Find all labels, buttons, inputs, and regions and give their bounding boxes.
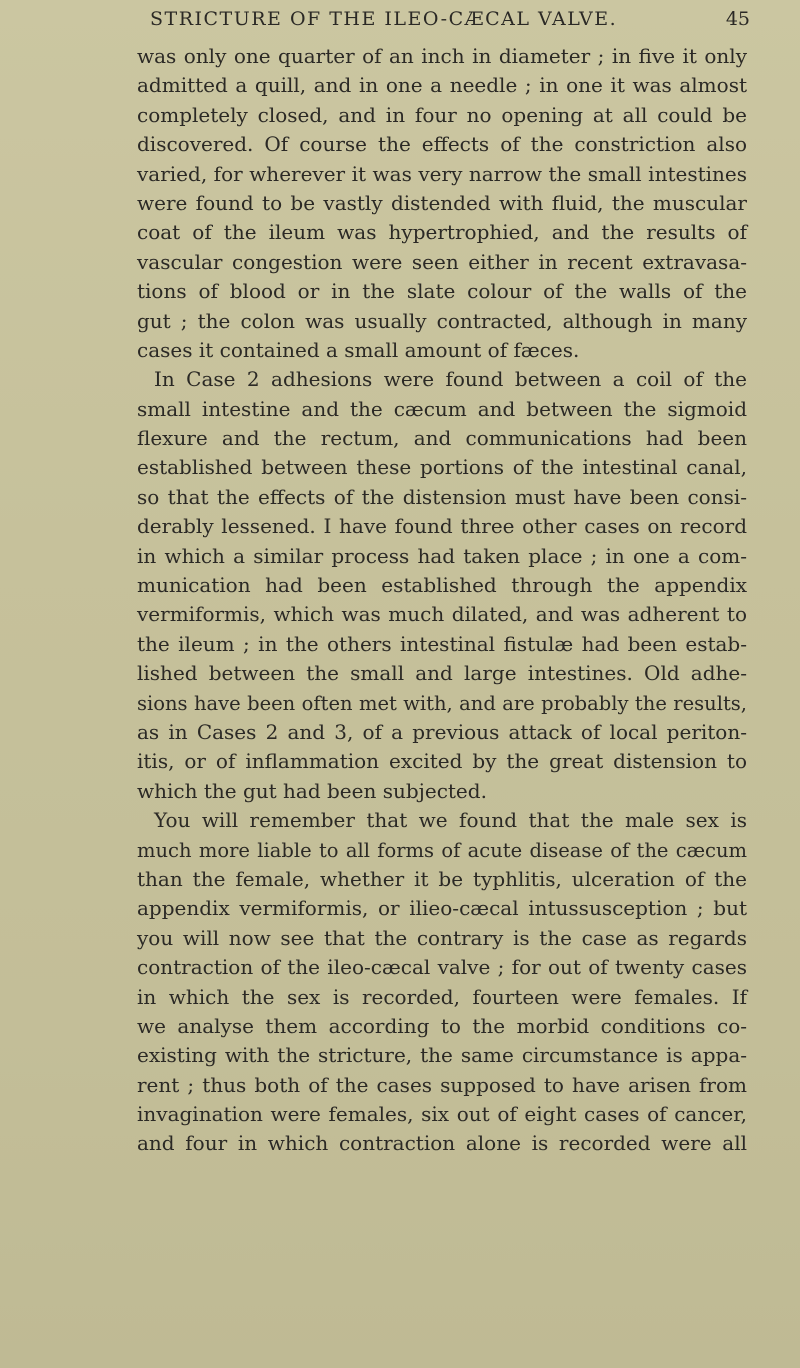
text-line: and four in which contraction alone is recorded were all <box>137 1131 747 1156</box>
text-line: tions of blood or in the slate colour of the walls of the <box>137 279 747 304</box>
text-line: derably lessened. I have found three other cases on record <box>137 514 747 539</box>
text-line: in which the sex is recorded, fourteen were females. If <box>137 984 747 1009</box>
text-line: sions have been often met with, and are probably the results, <box>137 691 747 715</box>
text-line: we analyse them according to the morbid conditions co- <box>137 1013 747 1038</box>
text-line: than the female, whether it be typhlitis, ulceration of the <box>137 866 747 891</box>
text-line: vermiformis, which was much dilated, and was adherent to <box>137 602 747 627</box>
text-line: cases it contained a small amount of fæces. <box>137 337 580 362</box>
text-line: established between these portions of the intestinal canal, <box>137 455 747 480</box>
text-line: in which a similar process had taken place ; in one a com- <box>137 543 747 568</box>
text-line: munication had been established through the appendix <box>137 573 747 598</box>
text-line: discovered. Of course the effects of the constriction also <box>137 132 747 157</box>
running-title: STRICTURE OF THE ILEO-CÆCAL VALVE. <box>150 8 618 30</box>
text-line: In Case 2 adhesions were found between a coil of the <box>154 367 747 392</box>
page-number: 45 <box>725 8 750 30</box>
text-line: vascular congestion were seen either in recent extravasa- <box>137 249 747 274</box>
text-line: appendix vermiformis, or ilieo-cæcal intussusception ; but <box>137 896 747 921</box>
text-line: rent ; thus both of the cases supposed to have arisen from <box>137 1072 747 1097</box>
text-line: lished between the small and large intestines. Old adhe- <box>137 661 747 686</box>
running-head <box>150 8 750 36</box>
text-line: which the gut had been subjected. <box>137 778 487 803</box>
text-line: itis, or of inflammation excited by the great distension to <box>137 749 747 774</box>
text-line: were found to be vastly distended with fluid, the muscular <box>137 190 747 215</box>
text-line: completely closed, and in four no opening at all could be <box>137 102 747 127</box>
text-line: invagination were females, six out of eight cases of cancer, <box>137 1102 747 1127</box>
text-line: the ileum ; in the others intestinal fistulæ had been estab- <box>137 631 747 656</box>
text-line: You will remember that we found that the male sex is <box>154 808 747 833</box>
text-line: was only one quarter of an inch in diameter ; in five it only <box>137 44 747 68</box>
text-line: you will now see that the contrary is the case as regards <box>137 925 747 950</box>
text-line: contraction of the ileo-cæcal valve ; for out of twenty cases <box>137 955 747 980</box>
text-line: flexure and the rectum, and communications had been <box>137 426 747 451</box>
text-line: as in Cases 2 and 3, of a previous attack of local periton- <box>137 719 747 744</box>
text-line: small intestine and the cæcum and between the sigmoid <box>137 396 747 421</box>
text-line: varied, for wherever it was very narrow the small intestines <box>137 161 747 186</box>
text-line: existing with the stricture, the same circumstance is appa- <box>137 1043 747 1068</box>
text-line: so that the effects of the distension must have been consi- <box>137 484 747 509</box>
text-line: much more liable to all forms of acute disease of the cæcum <box>137 838 747 862</box>
body-text <box>137 42 747 1159</box>
text-line: admitted a quill, and in one a needle ; in one it was almost <box>137 73 747 98</box>
text-line: gut ; the colon was usually contracted, although in many <box>137 308 747 333</box>
text-line: coat of the ileum was hypertrophied, and the results of <box>137 220 747 245</box>
